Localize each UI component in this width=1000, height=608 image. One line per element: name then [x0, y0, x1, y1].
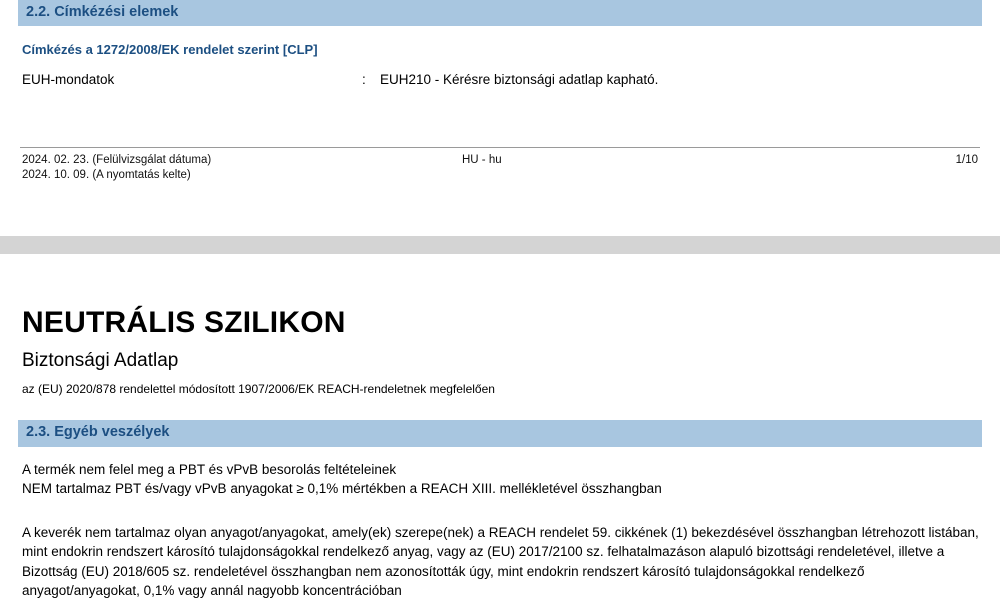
other-hazards-paragraph-2: [22, 523, 982, 601]
footer-print-date: 2024. 10. 09. (A nyomtatás kelte): [22, 169, 191, 182]
document-subtitle: Biztonsági Adatlap: [22, 349, 179, 371]
endocrine-disruptor-text: A keverék nem tartalmaz olyan anyagot/anyagokat, amely(ek) szerepe(nek) a REACH rendelet 59. cikkének (1) bekezdésével összhangban létrehozott listában, mint endokrin rendszert károsító tulajdonságokkal rendelkező anyag, vagy az (EU) 2017/2100 sz. felhatalmazáson alapuló bizottsági rendeletével, illetve a Bizottság (EU) 2018/605 sz. rendeletével összhangban nem azonosították úgy, mint endokrin rendszert károsító tulajdonságokkal rendelkező anyagot/anyagokat, 0,1% vagy annál nagyobb koncentrációban: [22, 524, 979, 599]
euh-statements-label: EUH-mondatok: [22, 72, 115, 88]
euh-statements-row: [22, 71, 982, 89]
section-heading-2-3: 2.3. Egyéb veszélyek: [18, 420, 982, 446]
other-hazards-paragraph-1: [22, 460, 982, 499]
pbt-criteria-line: A termék nem felel meg a PBT és vPvB besorolás feltételeinek: [22, 461, 397, 477]
page-title: NEUTRÁLIS SZILIKON: [22, 305, 346, 339]
footer-language: HU - hu: [462, 153, 502, 166]
page-separator-band: [0, 236, 1000, 254]
page-2-content: [0, 306, 1000, 601]
regulation-note: az (EU) 2020/878 rendelettel módosított 1907/2006/EK REACH-rendeletnek megfelelően: [22, 381, 495, 396]
pbt-content-line: NEM tartalmaz PBT és/vagy vPvB anyagokat ≥ 0,1% mértékben a REACH XIII. mellékletével összhangban: [22, 481, 662, 497]
footer-page-number: 1/10: [955, 153, 978, 166]
page-footer: [22, 148, 978, 184]
footer-revision-date: 2024. 02. 23. (Felülvizsgálat dátuma): [22, 153, 212, 166]
page-1-content: [0, 0, 1000, 184]
section-heading-2-2: 2.2. Címkézési elemek: [18, 0, 982, 26]
euh-statements-separator: :: [362, 72, 366, 88]
euh-statements-value: EUH210 - Kérésre biztonsági adatlap kapható.: [380, 72, 659, 88]
clp-labelling-subheading: Címkézés a 1272/2008/EK rendelet szerint [CLP]: [22, 42, 318, 58]
footer-dates: [22, 153, 462, 184]
